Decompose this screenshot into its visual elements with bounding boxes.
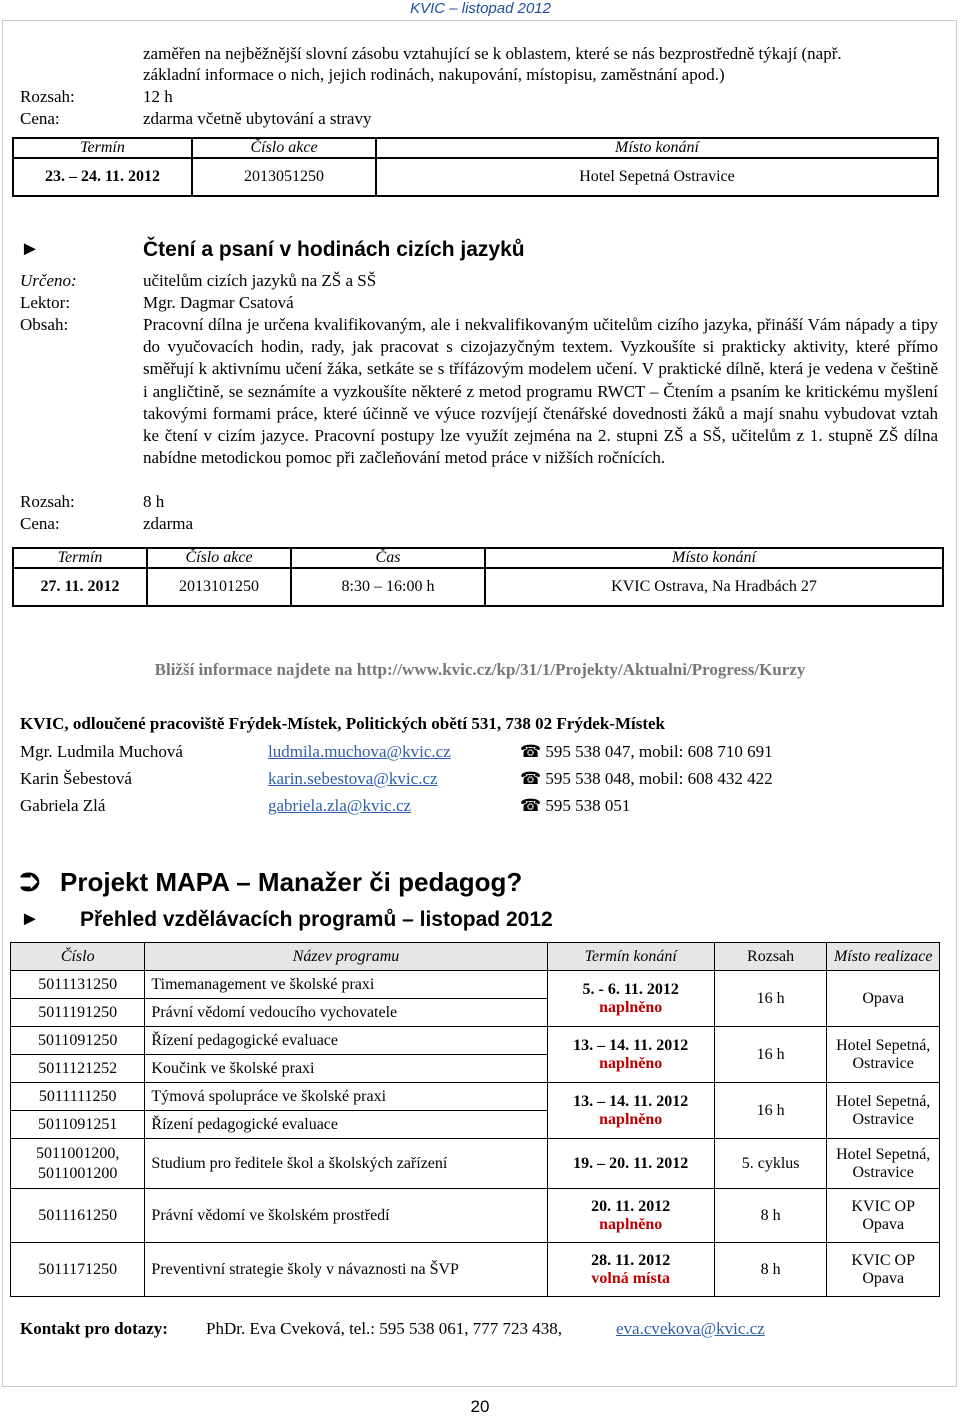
program-number: 5011121252 (11, 1055, 145, 1083)
rozsah-label: Rozsah: (20, 87, 75, 106)
contact-email-link[interactable]: ludmila.muchova@kvic.cz (268, 742, 451, 761)
program-date-cell (547, 1243, 714, 1297)
program-name: Preventivní strategie školy v návaznosti na ŠVP (145, 1243, 547, 1297)
page-number: 20 (470, 1397, 490, 1416)
program-misto: Hotel Sepetná, Ostravice (827, 1027, 940, 1083)
contact-phone: ☎ 595 538 051 (520, 796, 631, 815)
program-date: 13. – 14. 11. 2012 (573, 1036, 689, 1054)
program-misto: Hotel Sepetná, Ostravice (827, 1139, 940, 1189)
course2-table (12, 547, 944, 607)
course1-text-line2: základní informace o nich, jejich rodinách, nakupování, místopisu, zaměstnání apod.) (143, 65, 725, 84)
table-cell: 8:30 – 16:00 h (291, 568, 485, 606)
program-date-cell (547, 1189, 714, 1243)
program-rozsah: 5. cyklus (714, 1139, 827, 1189)
program-rozsah: 8 h (714, 1243, 827, 1297)
arrow-right-icon: ⮊ (20, 867, 40, 897)
table-header: Místo konání (376, 138, 938, 158)
program-status: naplněno (599, 1110, 663, 1128)
program-rozsah: 16 h (714, 1027, 827, 1083)
table-header-row (13, 548, 943, 568)
program-number: 5011001200, 5011001200 (11, 1139, 145, 1189)
program-date-cell (547, 1083, 714, 1139)
table-header: Číslo (11, 943, 145, 971)
program-date: 19. – 20. 11. 2012 (547, 1139, 714, 1189)
program-misto: KVIC OP Opava (827, 1243, 940, 1297)
program-rozsah: 16 h (714, 1083, 827, 1139)
rozsah-value: 8 h (143, 492, 165, 511)
table-header: Číslo akce (147, 548, 291, 568)
program-misto: Opava (827, 971, 940, 1027)
cena-label: Cena: (20, 109, 60, 128)
cena-label: Cena: (20, 514, 60, 533)
table-header-row (13, 138, 938, 158)
program-number: 5011161250 (11, 1189, 145, 1243)
program-name: Koučink ve školské praxi (145, 1055, 547, 1083)
program-number: 5011171250 (11, 1243, 145, 1297)
table-row (11, 1189, 940, 1243)
program-name: Řízení pedagogické evaluace (145, 1027, 547, 1055)
contact-email-link[interactable]: gabriela.zla@kvic.cz (268, 796, 412, 815)
rozsah-value: 12 h (143, 87, 173, 106)
contact-label: Kontakt pro dotazy: (20, 1319, 168, 1338)
course2-title: Čtení a psaní v hodinách cizích jazyků (143, 238, 525, 261)
table-header: Číslo akce (192, 138, 376, 158)
program-misto: Hotel Sepetná, Ostravice (827, 1083, 940, 1139)
table-header: Rozsah (714, 943, 827, 971)
contact-phone: ☎ 595 538 047, mobil: 608 710 691 (520, 742, 773, 761)
lektor-value: Mgr. Dagmar Csatová (143, 293, 294, 312)
table-header: Termín konání (547, 943, 714, 971)
project-title: Projekt MAPA – Manažer či pedagog? (60, 867, 523, 897)
program-date: 20. 11. 2012 (591, 1197, 671, 1215)
program-number: 5011111250 (11, 1083, 145, 1111)
program-name: Studium pro ředitele škol a školských zařízení (145, 1139, 547, 1189)
contact-text: PhDr. Eva Cveková, tel.: 595 538 061, 777 723 438, (206, 1319, 563, 1338)
table-cell: 27. 11. 2012 (13, 568, 147, 606)
obsah-label: Obsah: (20, 315, 69, 334)
table-row (11, 1243, 940, 1297)
header-title: KVIC – listopad 2012 (410, 0, 551, 17)
arrow-icon: ► (20, 238, 40, 260)
program-date-cell (547, 971, 714, 1027)
rozsah-label: Rozsah: (20, 492, 75, 511)
obsah-text: Pracovní dílna je určena kvalifikovaným, ale i nekvalifikovaným učitelům cizího jazyka, přináší Vám nápady a tipy do vyučovacích hodin, rady, jak pracovat s cizojazyčným textem. Vyzkoušíte si prakticky aktivity, které přímo směřují k aktivnímu učení žáka, setkáte se s třífázovým modelem učení. V praktické dílně, která je vedena v češtině i angličtině, se seznámíte a vyzkoušíte některé z metod programu RWCT – Čtením a psaním ke kritickému myšlení takovými formami práce, které účinně ve výuce rozvíjejí čtenářské dovednosti žáků a mají snahu vybudovat vztah ke čtení v cizím jazyce. Pracovní postupy lze využít zejména na 2. stupni ZŠ a SŠ, učitelům z 1. stupně ZŠ dílna nabídne metodickou pomoc při začleňování metod práce v nižších ročnících. (143, 315, 938, 468)
table-header: Místo realizace (827, 943, 940, 971)
table-cell: KVIC Ostrava, Na Hradbách 27 (485, 568, 943, 606)
arrow-icon: ► (20, 908, 40, 930)
programs-table (10, 942, 940, 1297)
program-name: Právní vědomí vedoucího vychovatele (145, 999, 547, 1027)
urceno-value: učitelům cizích jazyků na ZŠ a SŠ (143, 271, 377, 290)
program-status: naplněno (599, 1215, 663, 1233)
table-row (11, 1083, 940, 1111)
table-header-row (11, 943, 940, 971)
table-row (13, 158, 938, 196)
table-cell: Hotel Sepetná Ostravice (376, 158, 938, 196)
program-number: 5011131250 (11, 971, 145, 999)
program-rozsah: 16 h (714, 971, 827, 1027)
contact-email-link[interactable]: eva.cvekova@kvic.cz (616, 1319, 765, 1338)
program-date: 5. - 6. 11. 2012 (582, 980, 679, 998)
table-header: Název programu (145, 943, 547, 971)
lektor-label: Lektor: (20, 293, 71, 312)
program-misto: KVIC OP Opava (827, 1189, 940, 1243)
table-row (11, 1027, 940, 1055)
program-number: 5011091250 (11, 1027, 145, 1055)
cena-value: zdarma (143, 514, 194, 533)
program-number: 5011191250 (11, 999, 145, 1027)
program-status: volná místa (591, 1269, 671, 1287)
program-date: 13. – 14. 11. 2012 (573, 1092, 689, 1110)
table-header: Termín (13, 548, 147, 568)
more-info-link[interactable]: Bližší informace najdete na http://www.kvic.cz/kp/31/1/Projekty/Aktualni/Progress/Kurzy (154, 660, 806, 679)
table-cell: 2013051250 (192, 158, 376, 196)
program-status: naplněno (599, 998, 663, 1016)
contact-name: Karin Šebestová (20, 769, 132, 788)
office-title: KVIC, odloučené pracoviště Frýdek-Místek, Politických obětí 531, 738 02 Frýdek-Místek (20, 714, 665, 733)
cena-value: zdarma včetně ubytování a stravy (143, 109, 372, 128)
table-cell: 23. – 24. 11. 2012 (13, 158, 192, 196)
program-number: 5011091251 (11, 1111, 145, 1139)
program-rozsah: 8 h (714, 1189, 827, 1243)
program-name: Řízení pedagogické evaluace (145, 1111, 547, 1139)
course1-table (12, 137, 939, 197)
project-subtitle: Přehled vzdělávacích programů – listopad 2012 (80, 908, 553, 931)
program-date-cell (547, 1027, 714, 1083)
urceno-label: Určeno: (20, 271, 77, 290)
table-row (13, 568, 943, 606)
page-header (0, 0, 960, 20)
program-date: 28. 11. 2012 (591, 1251, 671, 1269)
contact-phone: ☎ 595 538 048, mobil: 608 432 422 (520, 769, 773, 788)
table-header: Termín (13, 138, 192, 158)
table-cell: 2013101250 (147, 568, 291, 606)
table-row (11, 971, 940, 999)
table-row (11, 1139, 940, 1189)
program-status: naplněno (599, 1054, 663, 1072)
course1-text-line1: zaměřen na nejběžnější slovní zásobu vztahující se k oblastem, které se nás bezprostředně týkají (např. (143, 44, 842, 63)
table-header: Místo konání (485, 548, 943, 568)
contact-name: Gabriela Zlá (20, 796, 106, 815)
program-name: Týmová spolupráce ve školské praxi (145, 1083, 547, 1111)
program-name: Právní vědomí ve školském prostředí (145, 1189, 547, 1243)
contact-name: Mgr. Ludmila Muchová (20, 742, 183, 761)
table-header: Čas (291, 548, 485, 568)
program-name: Timemanagement ve školské praxi (145, 971, 547, 999)
contact-email-link[interactable]: karin.sebestova@kvic.cz (268, 769, 438, 788)
